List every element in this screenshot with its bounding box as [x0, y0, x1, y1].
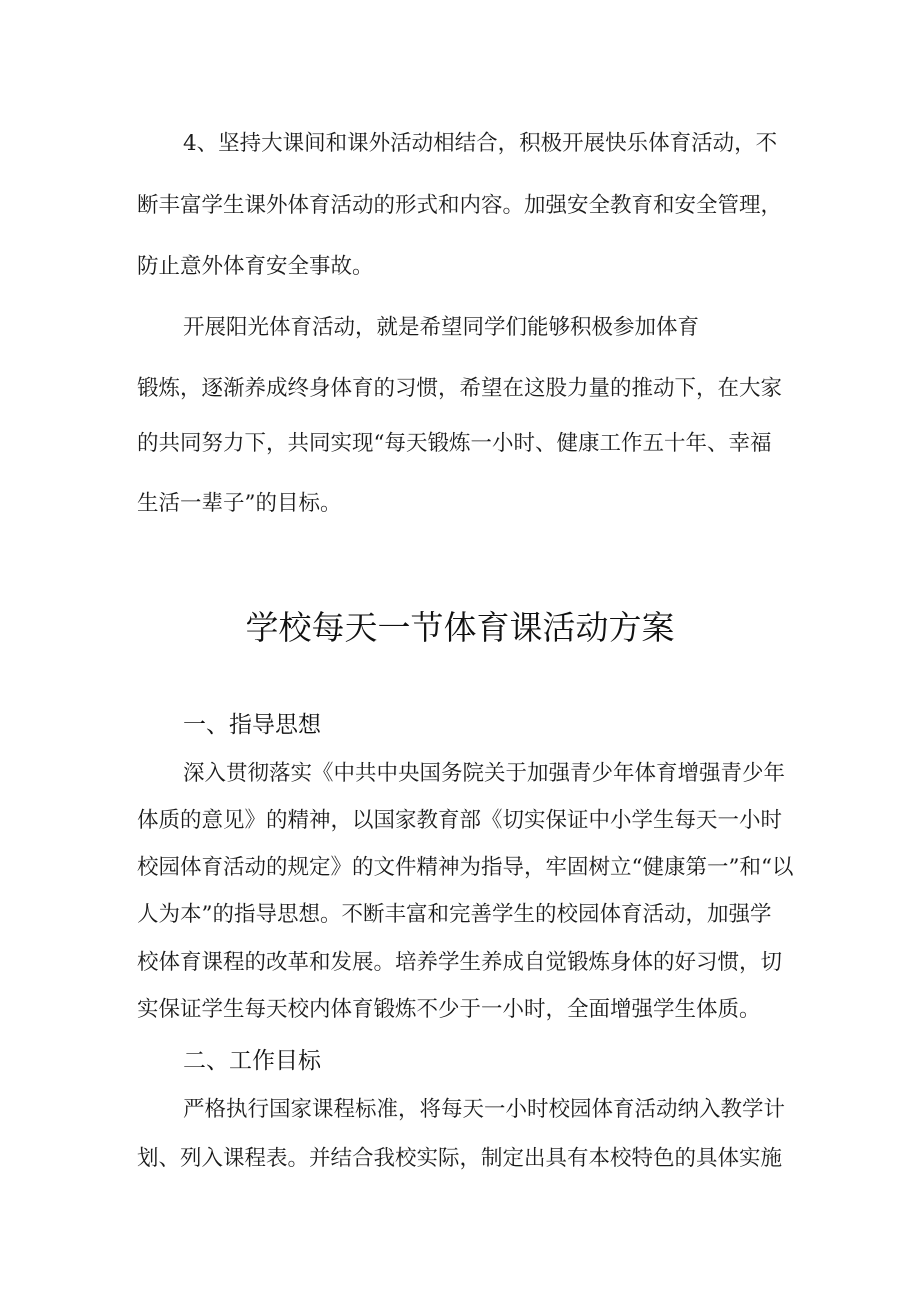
paragraph-line: 4、坚持大课间和课外活动相结合，积极开展快乐体育活动，不 — [183, 131, 778, 156]
paragraph-line: 开展阳光体育活动，就是希望同学们能够积极参加体育 — [183, 315, 700, 340]
paragraph-line: 划、列入课程表。并结合我校实际，制定出具有本校特色的具体实施 — [137, 1146, 783, 1171]
paragraph-line: 深入贯彻落实《中共中央国务院关于加强青少年体育增强青少年 — [183, 761, 786, 786]
section-heading: 二、工作目标 — [183, 1048, 321, 1074]
document-title: 学校每天一节体育课活动方案 — [245, 608, 675, 647]
paragraph-line: 人为本”的指导思想。不断丰富和完善学生的校园体育活动，加强学 — [137, 902, 772, 927]
paragraph-line: 严格执行国家课程标准，将每天一小时校园体育活动纳入教学计 — [183, 1097, 786, 1122]
paragraph-line: 生活一辈子”的目标。 — [137, 491, 342, 516]
paragraph-line: 校体育课程的改革和发展。培养学生养成自觉锻炼身体的好习惯，切 — [137, 950, 783, 975]
paragraph-line: 校园体育活动的规定》的文件精神为指导，牢固树立“健康第一”和“以 — [137, 855, 794, 880]
paragraph-line: 断丰富学生课外体育活动的形式和内容。加强安全教育和安全管理， — [137, 193, 783, 218]
paragraph-line: 防止意外体育安全事故。 — [137, 254, 374, 279]
paragraph-line: 的共同努力下，共同实现“每天锻炼一小时、健康工作五十年、幸福 — [137, 431, 772, 456]
paragraph-line: 实保证学生每天校内体育锻炼不少于一小时，全面增强学生体质。 — [137, 997, 761, 1022]
section-heading: 一、指导思想 — [183, 712, 321, 738]
paragraph-line: 锻炼，逐渐养成终身体育的习惯，希望在这股力量的推动下，在大家 — [137, 376, 783, 401]
paragraph-line: 体质的意见》的精神，以国家教育部《切实保证中小学生每天一小时 — [137, 808, 783, 833]
